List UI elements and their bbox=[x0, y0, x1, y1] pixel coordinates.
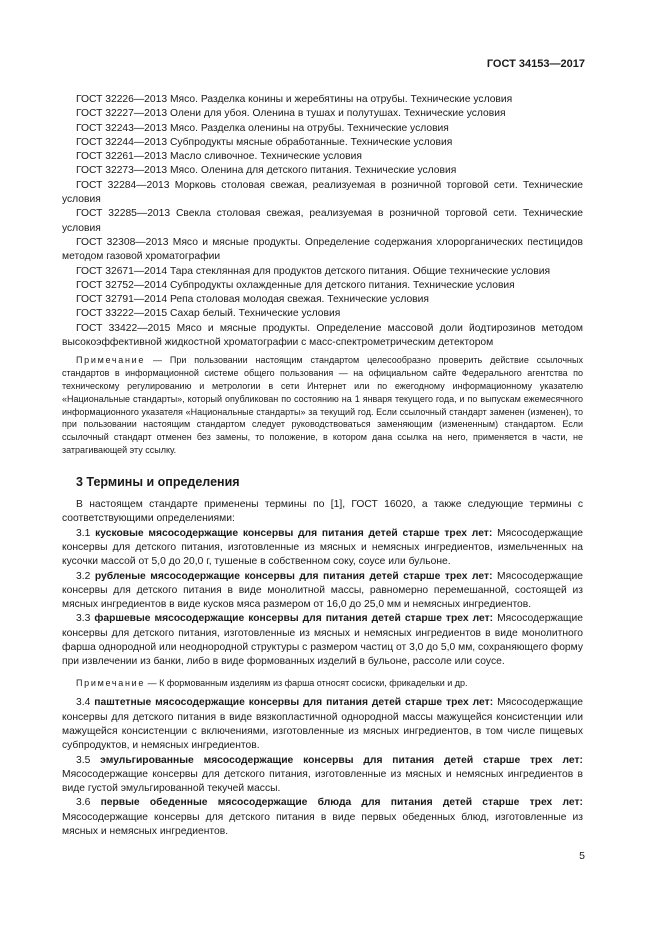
term-definition-3-1 bbox=[62, 527, 583, 570]
reference-item: ГОСТ 32261—2013 Масло сливочное. Технические условия bbox=[76, 151, 362, 163]
page-content bbox=[62, 93, 583, 839]
reference-item: ГОСТ 32227—2013 Олени для убоя. Оленина в тушах и полутушах. Технические условия bbox=[76, 108, 506, 120]
term-definition: Мясосодержащие консервы для детского питания, изготовленные из мясных и немясных ингредиентов в виде густой эмульгированной текучей массы. bbox=[62, 768, 583, 795]
term-name: эмульгированные мясосодержащие консервы для питания детей старше трех лет: bbox=[100, 754, 583, 766]
term-definition-3-3 bbox=[62, 612, 583, 669]
term-number: 3.2 bbox=[76, 570, 91, 582]
reference-item: ГОСТ 33422—2015 Мясо и мясные продукты. Определение массовой доли йодтирозинов методом высокоэффективной жидкостной хроматографии с масс-спектрометрическим детектором bbox=[62, 322, 583, 349]
term-definition: Мясосодержащие консервы для детского питания, изготовленные из мясных и немясных ингредиентов, измельченных на кусочки массой от 5,0 до 20,0 г, тушеные в собственном соку, соусе или бульоне. bbox=[62, 527, 583, 568]
reference-item: ГОСТ 32273—2013 Мясо. Оленина для детского питания. Технические условия bbox=[76, 165, 457, 177]
term-definition: Мясосодержащие консервы для детского питания в виде монолитной массы, равномерно перемешанной, состоящей из мясных ингредиентов в виде кусков мяса размером от 16,0 до 25,0 мм и немясных ингредиентов. bbox=[62, 570, 583, 611]
reference-item: ГОСТ 32226—2013 Мясо. Разделка конины и жеребятины на отрубы. Технические условия bbox=[76, 94, 513, 105]
term-number: 3.4 bbox=[76, 697, 91, 709]
term-number: 3.5 bbox=[76, 754, 91, 766]
note-text: — К формованным изделиям из фарша относят сосиски, фрикадельки и др. bbox=[147, 677, 468, 688]
reference-item: ГОСТ 32244—2013 Субпродукты мясные обработанные. Технические условия bbox=[76, 136, 453, 148]
document-header: ГОСТ 34153—2017 bbox=[486, 58, 585, 70]
term-name: первые обеденные мясосодержащие блюда для питания детей старше трех лет: bbox=[100, 797, 583, 809]
note-formed-products bbox=[62, 677, 583, 690]
term-name: фаршевые мясосодержащие консервы для питания детей старше трех лет: bbox=[94, 613, 494, 625]
term-definition: Мясосодержащие консервы для детского питания в виде первых обеденных блюд, изготовленные из мясных и немясных ингредиентов. bbox=[62, 811, 583, 838]
note-label: Примечание bbox=[76, 355, 146, 366]
term-definition-3-5 bbox=[62, 754, 583, 797]
reference-item: ГОСТ 32243—2013 Мясо. Разделка оленины на отрубы. Технические условия bbox=[76, 122, 449, 134]
reference-item: ГОСТ 32752—2014 Субпродукты охлажденные для детского питания. Технические условия bbox=[76, 279, 515, 291]
reference-item: ГОСТ 32671—2014 Тара стеклянная для продуктов детского питания. Общие технические условия bbox=[76, 265, 551, 277]
term-definition-3-6 bbox=[62, 796, 583, 839]
term-number: 3.6 bbox=[76, 797, 91, 809]
term-definition-3-4 bbox=[62, 696, 583, 753]
term-definition-3-2 bbox=[62, 570, 583, 613]
section-intro: В настоящем стандарте применены термины по [1], ГОСТ 16020, а также следующие термины с соответствующими определениями: bbox=[62, 499, 583, 525]
note-label: Примечание bbox=[76, 677, 146, 688]
reference-item: ГОСТ 32791—2014 Репа столовая молодая свежая. Технические условия bbox=[76, 294, 429, 306]
note-text: — При пользовании настоящим стандартом целесообразно проверить действие ссылочных стандартов в информационной системе общего пользования — на официальном сайте Федерального агентства по техническому регулированию и метрологии в сети Интернет или по ежегодному информационному указателю «Национальные стандарты», который опубликован по состоянию на 1 января текущего года, и по выпускам ежемесячного информационного указателя «Национальные стандарты» за текущий год. Если ссылочный стандарт заменен (изменен), то при пользовании настоящим стандартом следует руководствоваться заменяющим (измененным) стандартом. Если ссылочный стандарт отменен без замены, то положение, в котором дана ссылка на него, применяется в части, не затрагивающей эту ссылку. bbox=[62, 355, 583, 455]
section-title: 3 Термины и определения bbox=[76, 474, 240, 489]
term-name: рубленые мясосодержащие консервы для питания детей старше трех лет: bbox=[94, 570, 493, 582]
term-definition: Мясосодержащие консервы для детского питания, изготовленные из мясных и немясных ингредиентов в виде монолитного фарша однородной или неоднородной структуры с размером частиц от 3,0 до 5,0 мм, сохраняющего форму при извлечении из банки, либо в виде формованных изделий в бульоне, рассоле или соусе. bbox=[62, 613, 583, 668]
reference-item: ГОСТ 32284—2013 Морковь столовая свежая, реализуемая в розничной торговой сети. Технические условия bbox=[62, 179, 583, 206]
term-number: 3.3 bbox=[76, 613, 91, 625]
term-number: 3.1 bbox=[76, 527, 91, 539]
note-normative-references bbox=[62, 354, 583, 456]
term-name: паштетные мясосодержащие консервы для питания детей старше трех лет: bbox=[94, 697, 494, 709]
reference-item: ГОСТ 32285—2013 Свекла столовая свежая, реализуемая в розничной торговой сети. Технические условия bbox=[62, 208, 583, 234]
term-definition: Мясосодержащие консервы для детского питания в виде вязкопластичной однородной массы мажущейся консистенции или мажущейся консистенции с включениями, изготовленные из мясных ингредиентов, в том числе пищевых субпродуктов, и немясных ингредиентов. bbox=[62, 697, 583, 752]
reference-item: ГОСТ 33222—2015 Сахар белый. Технические условия bbox=[76, 308, 341, 320]
page-number: 5 bbox=[579, 850, 585, 862]
reference-item: ГОСТ 32308—2013 Мясо и мясные продукты. Определение содержания хлорорганических пестицидов методом газовой хроматографии bbox=[62, 236, 583, 263]
term-name: кусковые мясосодержащие консервы для питания детей старше трех лет: bbox=[95, 527, 493, 539]
